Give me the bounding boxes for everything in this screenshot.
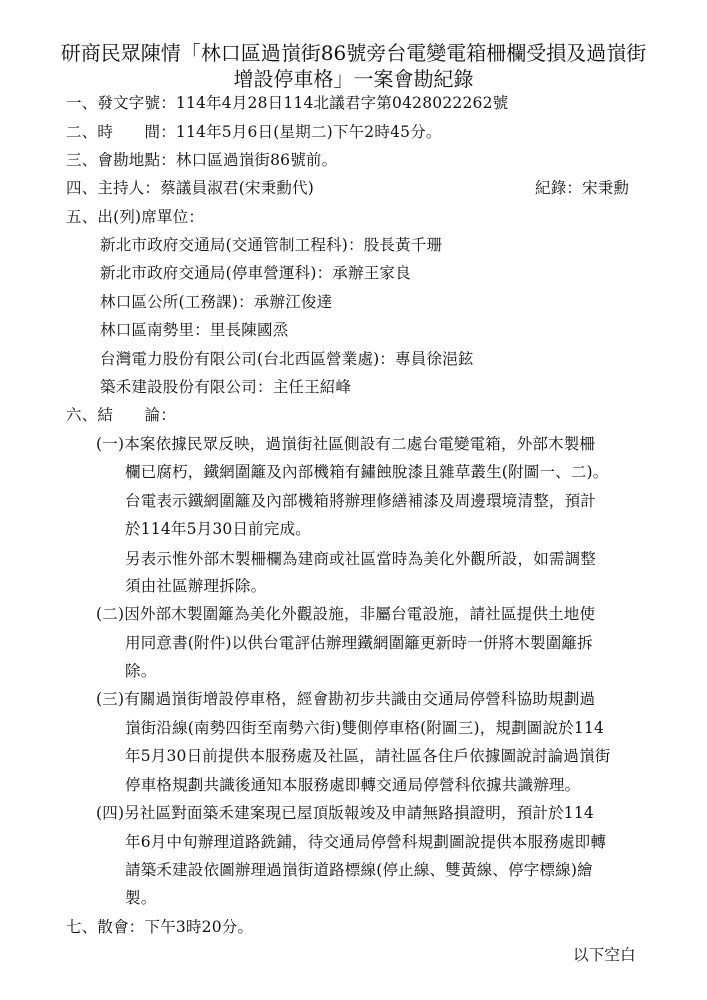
attendee-item: 築禾建設股份有限公司：主任王紹峰 (100, 378, 352, 396)
conclusion-item-2-line: 用同意書(附件)以供台電評估辦理鐵網圍籬更新時一併將木製圍籬拆 (125, 634, 593, 652)
conclusion-item-4-line: (四)另社區對面築禾建案現已屋頂版報竣及申請無路損證明，預計於114 (96, 804, 594, 822)
blank-below-note: 以下空白 (573, 946, 636, 964)
conclusion-item-2-line: (二)因外部木製圍籬為美化外觀設施，非屬台電設施，請社區提供土地使 (96, 605, 596, 623)
conclusion-item-4-line: 製。 (125, 889, 157, 907)
adjourn-line: 七、散會：下午3時20分。 (66, 918, 254, 936)
conclusion-item-3-line: 嵿街沿線(南勢四街至南勢六街)雙側停車格(附圖三)，規劃圖說於114 (125, 719, 605, 737)
attendee-item: 台灣電力股份有限公司(台北西區營業處)：專員徐浥鉉 (100, 350, 474, 368)
conclusion-item-4-line: 請築禾建設依圖辦理過嵿街道路標線(停止線、雙黃線、停字標線)繪 (125, 861, 593, 879)
document-title-line-2: 增設停車格」一案會勘紀錄 (233, 67, 474, 91)
conclusion-item-2-line: 除。 (125, 662, 157, 680)
document-title-line-1: 研商民眾陳情「林口區過嵿街86號旁台電變電箱柵欄受損及過嵿街 (60, 41, 647, 65)
attendee-item: 新北市政府交通局(停車營運科)：承辦王家良 (100, 264, 411, 282)
conclusion-label: 六、結 論： (66, 406, 176, 424)
attendee-item: 林口區公所(工務課)：承辦江俊達 (100, 293, 333, 311)
meeting-time: 二、時 間：114年5月6日(星期二)下午2時45分。 (66, 123, 442, 141)
meeting-host: 四、主持人：蔡議員淑君(宋秉勳代) (66, 179, 314, 197)
conclusion-item-1-line: 於114年5月30日前完成。 (125, 520, 311, 538)
meeting-recorder: 紀錄：宋秉勳 (535, 179, 630, 197)
attendee-item: 新北市政府交通局(交通管制工程科)：股長黃千珊 (100, 236, 443, 254)
conclusion-item-3-line: (三)有關過嵿街增設停車格，經會勘初步共識由交通局停營科協助規劃過 (96, 690, 596, 708)
attendee-item: 林口區南勢里：里長陳國烝 (100, 321, 289, 339)
doc-number: 一、發文字號：114年4月28日114北議君字第0428022262號 (66, 94, 509, 112)
conclusion-item-1-line: 須由社區辦理拆除。 (125, 577, 267, 595)
conclusion-item-3-line: 年5月30日前提供本服務處及社區，請社區各住戶依據圖說討論過嵿街 (125, 747, 611, 765)
attendees-label: 五、出(列)席單位： (66, 208, 205, 226)
conclusion-item-3-line: 停車格規劃共識後通知本服務處即轉交通局停營科依據共識辦理。 (125, 776, 581, 794)
conclusion-item-1-line: 欄已腐朽，鐵網圍籬及內部機箱有鏽蝕脫漆且雜草叢生(附圖一、二)。 (125, 463, 609, 481)
meeting-place: 三、會勘地點：林口區過嵿街86號前。 (66, 151, 338, 169)
conclusion-item-1-line: (一)本案依據民眾反映，過嵿街社區側設有二處台電變電箱，外部木製柵 (96, 435, 596, 453)
conclusion-item-1-line: 台電表示鐵網圍籬及內部機箱將辦理修繕補漆及周邊環境清整，預計 (125, 492, 597, 510)
conclusion-item-4-line: 年6月中旬辦理道路銑鋪，待交通局停營科規劃圖說提供本服務處即轉 (125, 833, 607, 851)
conclusion-item-1-line: 另表示惟外部木製柵欄為建商或社區當時為美化外觀所設，如需調整 (125, 550, 597, 568)
